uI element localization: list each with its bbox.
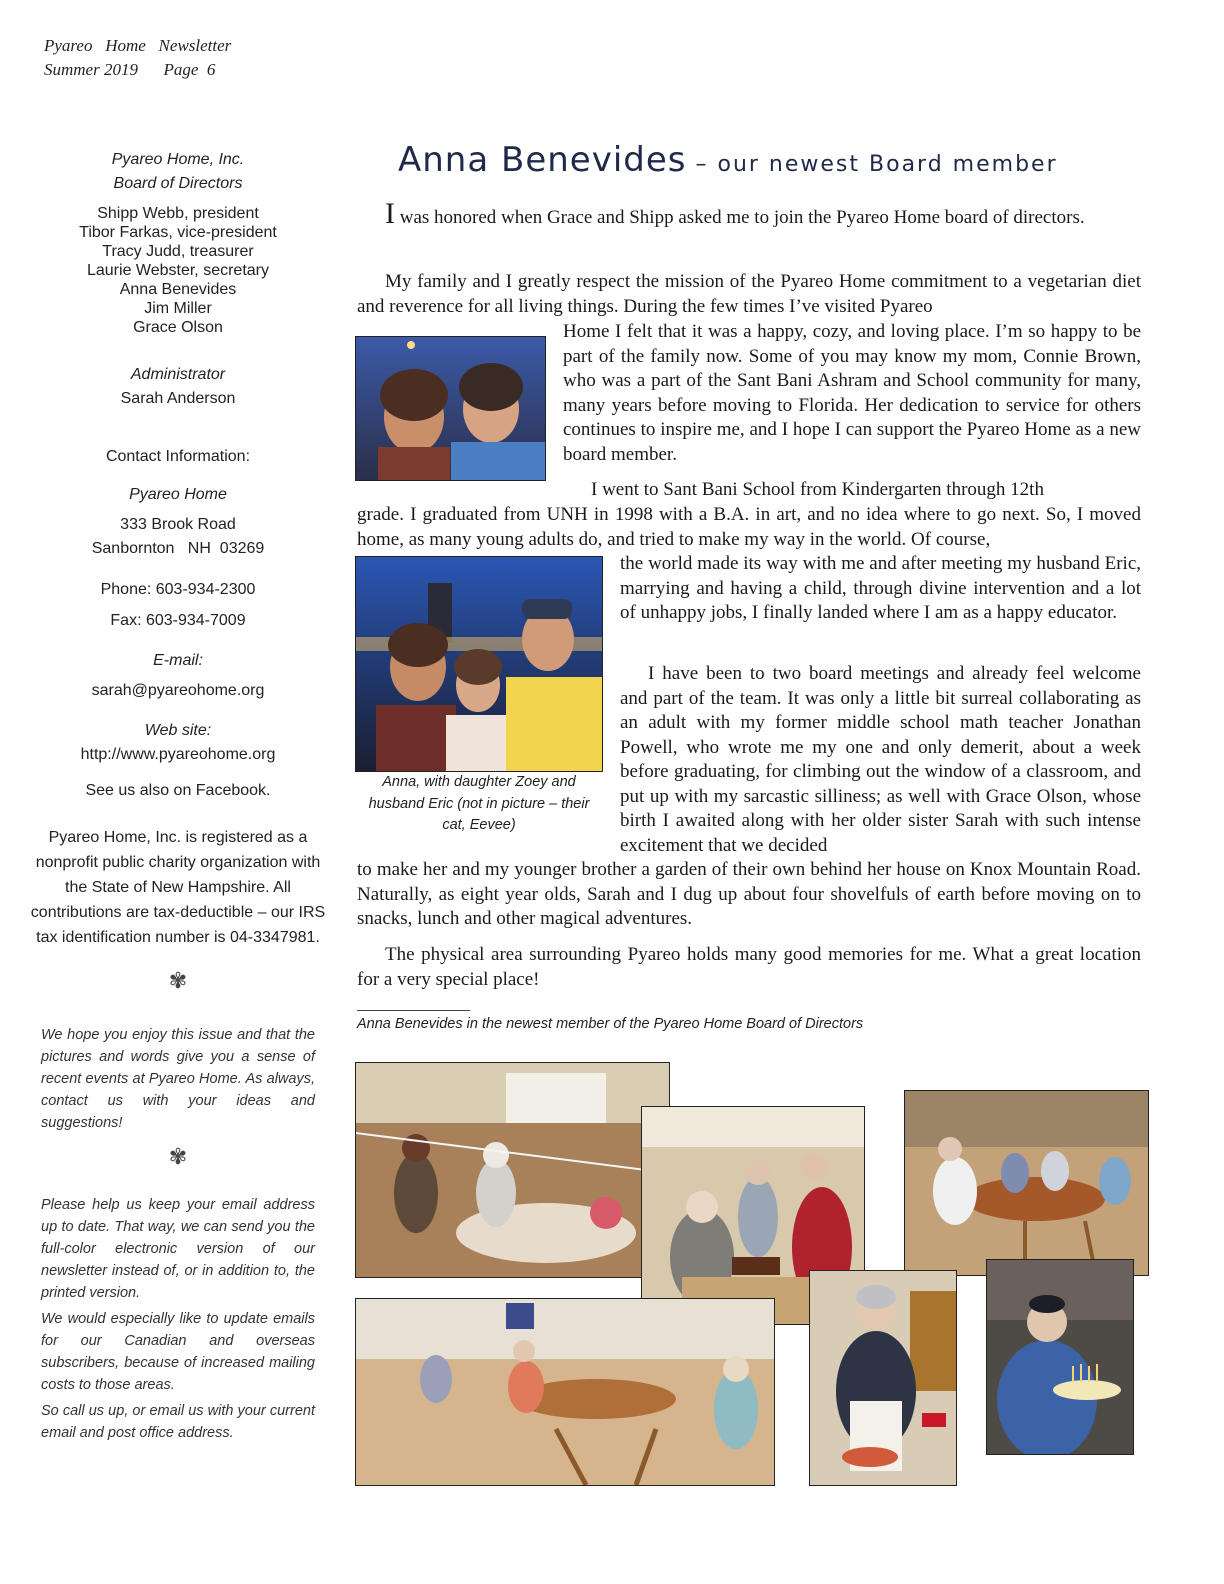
email-heading: E-mail: xyxy=(153,652,203,669)
board-heading: Board of Directors xyxy=(113,175,243,192)
collage-photo-candle-cake-image xyxy=(987,1260,1133,1454)
collage-photo-cooking-image xyxy=(810,1271,956,1485)
footnote: Anna Benevides in the newest member of the Pyareo Home Board of Directors xyxy=(357,1016,864,1032)
director-item: Tracy Judd, treasurer xyxy=(102,243,254,260)
title-name: Anna Benevides xyxy=(398,140,687,180)
collage-photo-residents-table xyxy=(355,1298,775,1486)
collage-photo-residents-table-image xyxy=(356,1299,774,1485)
phone-number: Phone: 603-934-2300 xyxy=(100,581,256,598)
title-subtitle: – our newest Board member xyxy=(686,152,1058,177)
paragraph-3-top: I went to Sant Bani School from Kindergarten through 12th xyxy=(591,479,1044,500)
collage-photo-candle-cake xyxy=(986,1259,1134,1455)
family-photo-caption: Anna, with daughter Zoey and husband Eric (not in picture – their cat, Eevee) xyxy=(368,774,590,833)
paragraph-4-wrap: I have been to two board meetings and already feel welcome and part of the team. It was only a little bit surreal collaborating as an adult with my former middle school math teacher Jonathan Powell, who wrote me my one and only demerit, about a week before graduating, for climbing out the window of a classroom, and put up with my sarcastic silliness; as well with Grace Olson, whose birth I awaited along with her older sister Sarah with such intense excitement that we decided xyxy=(620,663,1141,856)
collage-photo-cooking xyxy=(809,1270,957,1486)
sidebar xyxy=(30,148,326,1444)
directors-list xyxy=(30,204,326,337)
email-update-request: Please help us keep your email address up to date. That way, we can send you the full-color electronic version of our newsletter instead of, or in addition to, the printed version. xyxy=(41,1197,315,1301)
org-name: Pyareo Home, Inc. xyxy=(111,151,245,168)
photo-anna-family-image xyxy=(356,557,602,771)
collage-photo-dining-room xyxy=(355,1062,670,1278)
newsletter-header xyxy=(44,34,231,82)
call-us-note: So call us up, or email us with your current email and post office address. xyxy=(41,1403,315,1441)
fax-number: Fax: 603-934-7009 xyxy=(110,612,246,629)
enjoy-note: We hope you enjoy this issue and that the pictures and words give you a sense of recent events at Pyareo Home. As always, contact us with your ideas and suggestions! xyxy=(41,1027,315,1131)
drop-cap: I xyxy=(385,197,395,230)
website-link[interactable]: http://www.pyareohome.org xyxy=(80,746,276,763)
paragraph-4-bottom: to make her and my younger brother a garden of their own behind her house on Knox Mountain Road. Naturally, as eight year olds, Sarah and I dug up about four shovelfuls of earth before moving on to snacks, lunch and other magical adventures. xyxy=(357,859,1141,929)
address-line-1: 333 Brook Road xyxy=(120,516,236,533)
director-item: Laurie Webster, secretary xyxy=(86,262,269,279)
director-item: Anna Benevides xyxy=(119,281,237,298)
paragraph-3-wrap: the world made its way with me and after meeting my husband Eric, marrying and having a child, through divine intervention and a lot of unhappy jobs, I finally landed where I am as a happy educator. xyxy=(620,553,1141,623)
admin-name: Sarah Anderson xyxy=(120,390,236,407)
paragraph-2-wrap: Home I felt that it was a happy, cozy, and loving place. I’m so happy to be part of the family now. Some of you may know my mom, Connie Brown, who was a part of the Sant Bani Ashram and School community for many, many years before moving to Florida. Her dedication to service for others continues to inspire me, and I hope I can support the Pyareo Home as a new board member. xyxy=(563,321,1141,465)
address-line-2: Sanbornton NH 03269 xyxy=(91,540,265,557)
director-item: Jim Miller xyxy=(144,300,212,317)
paragraph-3-mid: grade. I graduated from UNH in 1998 with a B.A. in art, and no idea where to go next. So, I moved home, as many young adults do, and tried to make my way in the world. Of course, xyxy=(357,504,1141,550)
facebook-note: See us also on Facebook. xyxy=(85,782,271,799)
overseas-request: We would especially like to update emails for our Canadian and overseas subscribers, because of increased mailing costs to those areas. xyxy=(41,1311,315,1393)
article-title xyxy=(398,140,1158,180)
photo-anna-and-mom xyxy=(355,336,546,481)
collage-photo-dining-room-image xyxy=(356,1063,669,1277)
web-heading: Web site: xyxy=(144,722,212,739)
header-issue-page: Summer 2019 Page 6 xyxy=(44,60,216,79)
header-title: Pyareo Home Newsletter xyxy=(44,36,232,55)
collage-photo-round-table-image xyxy=(905,1091,1148,1275)
contact-name: Pyareo Home xyxy=(129,486,227,503)
director-item: Shipp Webb, president xyxy=(97,205,259,222)
photo-anna-and-mom-image xyxy=(356,337,545,480)
admin-heading: Administrator xyxy=(130,366,226,383)
director-item: Tibor Farkas, vice-president xyxy=(79,224,277,241)
paragraph-2-top: My family and I greatly respect the mission of the Pyareo Home commitment to a vegetarian diet and reverence for all living things. During the few times I’ve visited Pyareo xyxy=(357,271,1141,317)
nonprofit-statement: Pyareo Home, Inc. is registered as a nonprofit public charity organization with the State of New Hampshire. All contributions are tax-deductible – our IRS tax identification number is 04-3347981. xyxy=(30,829,326,946)
flower-ornament-icon: ✾ xyxy=(168,968,188,993)
photo-anna-family xyxy=(355,556,603,772)
flower-ornament-icon: ✾ xyxy=(168,1144,188,1169)
collage-photo-round-table xyxy=(904,1090,1149,1276)
director-item: Grace Olson xyxy=(133,319,223,336)
paragraph-1: I was honored when Grace and Shipp asked me to join the Pyareo Home board of directors. xyxy=(385,197,1085,230)
email-address[interactable]: sarah@pyareohome.org xyxy=(91,682,265,699)
footnote-divider xyxy=(357,1010,470,1011)
contact-heading: Contact Information: xyxy=(105,448,251,465)
paragraph-5: The physical area surrounding Pyareo holds many good memories for me. What a great location for a very special place! xyxy=(357,944,1141,990)
